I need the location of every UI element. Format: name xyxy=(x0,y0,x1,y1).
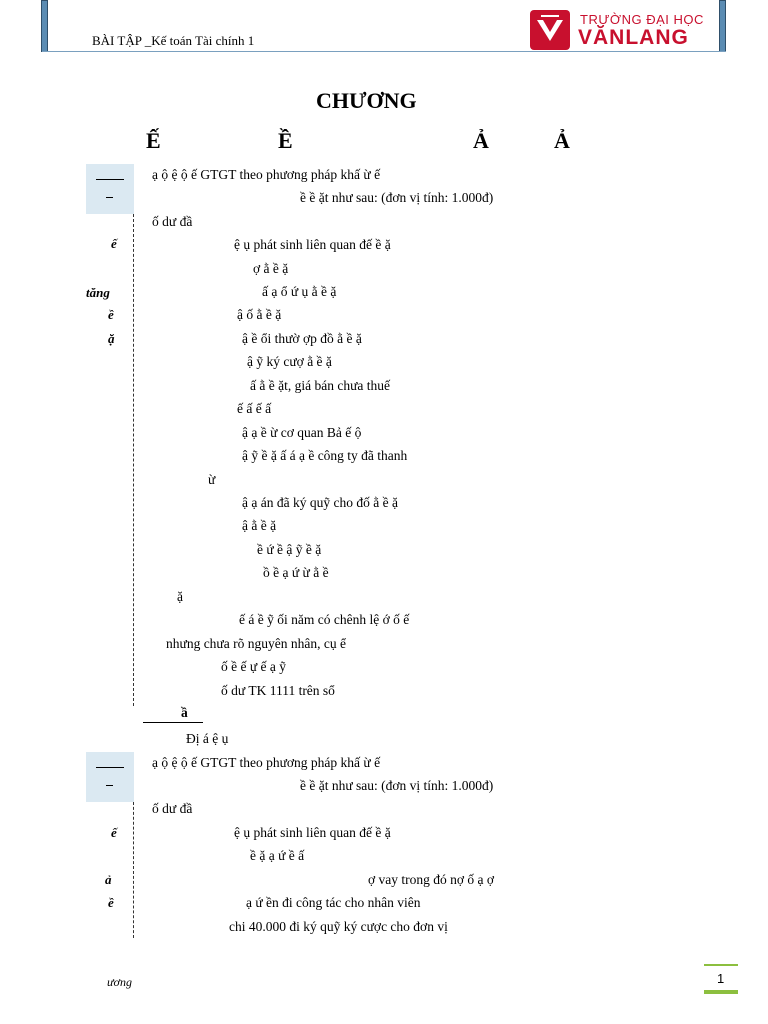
text-line: ề ứ ề ậ ỹ ề ặ xyxy=(257,542,322,557)
exercise1-side-label: tăng xyxy=(86,285,110,300)
text-line: ạ ộ ệ ộ ế GTGT theo phương pháp khấ ừ ế xyxy=(152,755,381,770)
text-line: ậ ố ằ ề ặ xyxy=(237,307,282,322)
exercise1-side-label: ế xyxy=(111,236,117,251)
text-line: ề ặ ạ ứ ề ấ xyxy=(250,848,305,863)
text-line: ợ ằ ề ặ xyxy=(253,261,289,276)
text-line: ạ ộ ệ ộ ế GTGT theo phương pháp khấ ừ ế xyxy=(152,167,381,182)
footer-chapter-text: ương xyxy=(107,975,132,989)
section-underline xyxy=(143,722,203,723)
text-line: ố ề ế ự ế ạ ỹ xyxy=(221,659,287,674)
chapter-title: CHƯƠNG xyxy=(316,88,417,113)
exercise1-margin-line xyxy=(133,214,134,706)
exercise1-side-label: ề xyxy=(108,307,114,322)
section-mark: ầ xyxy=(181,705,188,720)
subtitle-char-3: Ả xyxy=(473,128,489,153)
text-line: ấ ằ ề ặt, giá bán chưa thuế xyxy=(250,378,390,393)
header-left-bar xyxy=(41,0,48,52)
page-number: 1 xyxy=(717,971,725,986)
exercise2-side-label: ế xyxy=(111,825,117,840)
text-line: ừ xyxy=(208,472,216,487)
text-line: ề ề ặt như sau: (đơn vị tính: 1.000đ) xyxy=(300,190,494,205)
text-line: ế ấ ế ấ xyxy=(237,401,272,416)
text-line: ậ ỹ ký cượ ằ ề ặ xyxy=(247,354,332,369)
header-rule xyxy=(42,51,726,52)
requirement-line: Đị á ệ ụ xyxy=(186,731,229,746)
exercise2-margin-line xyxy=(133,802,134,938)
logo-line2: VĂNLANG xyxy=(578,26,689,49)
exercise1-number-box xyxy=(86,164,134,214)
header-right-bar xyxy=(719,0,726,52)
vanlang-v-logo-icon xyxy=(530,10,570,50)
logo-line1: TRƯỜNG ĐẠI HỌC xyxy=(580,12,704,27)
text-line: ồ ề ạ ứ ừ ằ ề xyxy=(263,565,329,580)
text-line: nhưng chưa rõ nguyên nhân, cụ ể xyxy=(166,636,346,651)
text-line: ệ ụ phát sinh liên quan đế ề ặ xyxy=(234,237,391,252)
text-line: ậ ạ án đã ký quỹ cho đố ằ ề ặ xyxy=(242,495,398,510)
text-line: ạ ứ ền đi công tác cho nhân viên xyxy=(246,895,421,910)
exercise2-side-label: ả xyxy=(105,872,112,887)
subtitle-char-4: Ả xyxy=(554,128,570,153)
text-line: ố dư đầ xyxy=(152,214,193,229)
text-line: ậ ỹ ề ặ ấ á ạ ề công ty đã thanh xyxy=(242,448,408,463)
text-line: ậ ằ ề ặ xyxy=(242,518,277,533)
subtitle-char-1: Ế xyxy=(146,128,161,153)
text-line: ố dư đầ xyxy=(152,801,193,816)
header-doc-title: BÀI TẬP _Kế toán Tài chính 1 xyxy=(92,33,255,48)
text-line: ấ ạ ổ ứ ụ ằ ề ặ xyxy=(262,284,337,299)
text-line: chi 40.000 đi ký quỹ ký cược cho đơn vị xyxy=(229,919,448,934)
exercise2-side-label: ề xyxy=(108,895,114,910)
text-line: ậ ạ ề ừ cơ quan Bả ế ộ xyxy=(242,425,362,440)
text-line: ợ vay trong đó nợ ố ạ ợ xyxy=(368,872,495,887)
exercise2-number-box xyxy=(86,752,134,802)
subtitle-char-2: Ề xyxy=(278,128,293,153)
text-line: ế á ề ỹ ối năm có chênh lệ ớ ố ế xyxy=(239,612,410,627)
text-line: ệ ụ phát sinh liên quan đế ề ặ xyxy=(234,825,391,840)
page-number-top-bar xyxy=(704,964,738,966)
text-line: ề ề ặt như sau: (đơn vị tính: 1.000đ) xyxy=(300,778,494,793)
text-line: ậ ề ổi thườ ợp đồ ằ ề ặ xyxy=(242,331,362,346)
text-line: ặ xyxy=(177,589,183,604)
text-line: ố dư TK 1111 trên sổ xyxy=(221,683,335,698)
page-number-bottom-bar xyxy=(704,990,738,994)
exercise1-side-label: ặ xyxy=(108,331,115,346)
